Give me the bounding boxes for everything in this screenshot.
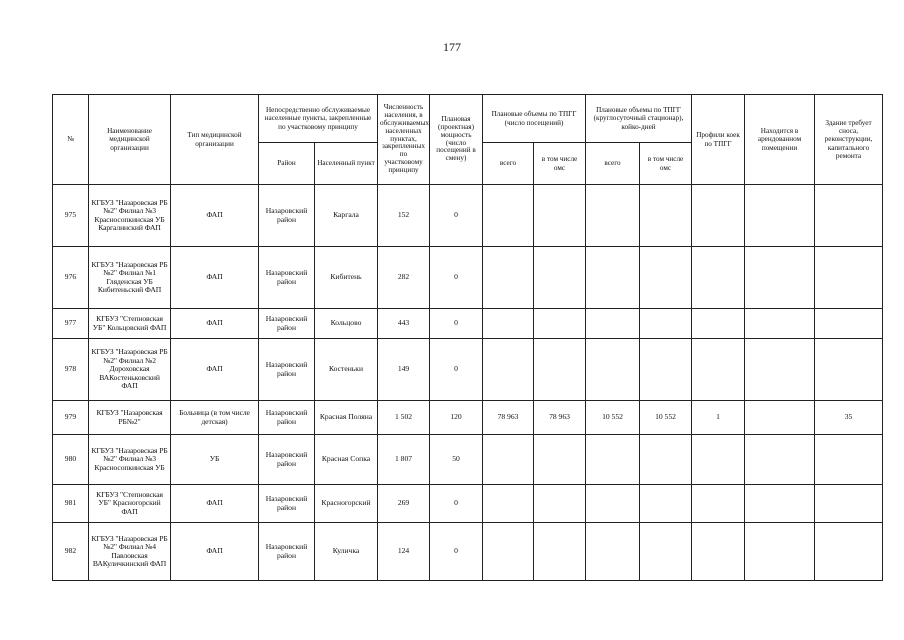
cell-capacity: 0 <box>430 339 483 401</box>
header-beds-oms: в том числе омс <box>640 143 692 185</box>
cell-visits-total <box>483 523 534 581</box>
cell-bed-profiles <box>692 247 745 309</box>
header-no: № <box>53 95 89 185</box>
cell-org-name: КГБУЗ "Назаровская РБ №2" Филиал №2 Дороховская ВАКостеньковский ФАП <box>89 339 171 401</box>
header-population: Численность населения, в обслуживаемых населенных пунктах, закрепленных по участковому принципу <box>378 95 430 185</box>
cell-district: Назаровский район <box>259 435 315 485</box>
cell-row-number: 975 <box>53 185 89 247</box>
cell-org-name: КГБУЗ "Назаровская РБ №2" Филиал №3 Красносопкинская УБ <box>89 435 171 485</box>
cell-beds-oms <box>640 435 692 485</box>
cell-org-name: КГБУЗ "Назаровская РБ №2" Филиал №3 Красносопкинская УБ Каргалинский ФАП <box>89 185 171 247</box>
cell-district: Назаровский район <box>259 185 315 247</box>
cell-rented <box>745 247 815 309</box>
cell-visits-oms <box>534 339 586 401</box>
cell-visits-total <box>483 339 534 401</box>
cell-population: 443 <box>378 309 430 339</box>
cell-rented <box>745 435 815 485</box>
cell-visits-oms <box>534 523 586 581</box>
cell-row-number: 981 <box>53 485 89 523</box>
cell-capacity: 0 <box>430 523 483 581</box>
cell-beds-total <box>586 185 640 247</box>
cell-visits-total <box>483 247 534 309</box>
header-visits-oms: в том числе омс <box>534 143 586 185</box>
cell-org-name: КГБУЗ "Назаровская РБ №2" Филиал №1 Гляденская УБ Кибитеньский ФАП <box>89 247 171 309</box>
cell-repair-needed <box>815 485 883 523</box>
cell-bed-profiles: 1 <box>692 401 745 435</box>
cell-rented <box>745 401 815 435</box>
cell-facility-type: Больница (в том числе детская) <box>171 401 259 435</box>
cell-bed-profiles <box>692 339 745 401</box>
cell-visits-total: 78 963 <box>483 401 534 435</box>
header-tppg-beds: Плановые объемы по ТПГГ (круглосуточный стационар), койко-дней <box>586 95 692 143</box>
cell-beds-oms <box>640 339 692 401</box>
cell-beds-total <box>586 309 640 339</box>
cell-row-number: 978 <box>53 339 89 401</box>
cell-district: Назаровский район <box>259 485 315 523</box>
cell-facility-type: ФАП <box>171 247 259 309</box>
cell-repair-needed <box>815 435 883 485</box>
cell-beds-total <box>586 523 640 581</box>
cell-visits-total <box>483 185 534 247</box>
table-header <box>53 95 883 185</box>
cell-rented <box>745 339 815 401</box>
table-row <box>53 435 883 485</box>
header-profiles: Профили коек по ТПГГ <box>692 95 745 185</box>
cell-facility-type: ФАП <box>171 339 259 401</box>
cell-locality: Красная Сопка <box>315 435 378 485</box>
header-org: Наименование медицинской организации <box>89 95 171 185</box>
cell-bed-profiles <box>692 185 745 247</box>
cell-capacity: 0 <box>430 185 483 247</box>
cell-locality: Костеньки <box>315 339 378 401</box>
table-row <box>53 309 883 339</box>
cell-locality: Красная Поляна <box>315 401 378 435</box>
header-beds-total: всего <box>586 143 640 185</box>
cell-beds-oms <box>640 309 692 339</box>
header-type: Тип медицинской организации <box>171 95 259 185</box>
cell-population: 149 <box>378 339 430 401</box>
cell-beds-oms <box>640 523 692 581</box>
cell-population: 152 <box>378 185 430 247</box>
cell-visits-total <box>483 485 534 523</box>
cell-repair-needed <box>815 247 883 309</box>
cell-locality: Каргала <box>315 185 378 247</box>
header-repair: Здание требует сноса, реконструкции, капитального ремонта <box>815 95 883 185</box>
table-row <box>53 485 883 523</box>
cell-repair-needed: 35 <box>815 401 883 435</box>
cell-beds-total <box>586 339 640 401</box>
table-row <box>53 247 883 309</box>
cell-visits-oms <box>534 309 586 339</box>
cell-visits-oms <box>534 185 586 247</box>
page-number: 177 <box>443 40 461 54</box>
cell-rented <box>745 485 815 523</box>
cell-facility-type: ФАП <box>171 309 259 339</box>
cell-locality: Кольцово <box>315 309 378 339</box>
cell-population: 1 502 <box>378 401 430 435</box>
cell-facility-type: ФАП <box>171 485 259 523</box>
header-capacity: Плановая (проектная) мощность (число посещений в смену) <box>430 95 483 185</box>
cell-district: Назаровский район <box>259 523 315 581</box>
cell-org-name: КГБУЗ "Назаровская РБ №2" Филиал №4 Павловская ВАКуличкинский ФАП <box>89 523 171 581</box>
table-row <box>53 185 883 247</box>
cell-facility-type: ФАП <box>171 185 259 247</box>
cell-facility-type: УБ <box>171 435 259 485</box>
header-visits-total: всего <box>483 143 534 185</box>
cell-beds-oms <box>640 485 692 523</box>
cell-bed-profiles <box>692 523 745 581</box>
cell-rented <box>745 523 815 581</box>
cell-capacity: 50 <box>430 435 483 485</box>
cell-population: 124 <box>378 523 430 581</box>
cell-capacity: 120 <box>430 401 483 435</box>
cell-population: 282 <box>378 247 430 309</box>
cell-repair-needed <box>815 309 883 339</box>
cell-capacity: 0 <box>430 309 483 339</box>
cell-row-number: 976 <box>53 247 89 309</box>
cell-locality: Куличка <box>315 523 378 581</box>
header-tppg-visits: Плановые объемы по ТПГГ (число посещений) <box>483 95 586 143</box>
table-body <box>53 185 883 581</box>
cell-bed-profiles <box>692 485 745 523</box>
cell-visits-oms: 78 963 <box>534 401 586 435</box>
cell-visits-oms <box>534 485 586 523</box>
table-row <box>53 523 883 581</box>
cell-population: 269 <box>378 485 430 523</box>
cell-locality: Кибитень <box>315 247 378 309</box>
cell-visits-total <box>483 435 534 485</box>
cell-repair-needed <box>815 185 883 247</box>
cell-district: Назаровский район <box>259 401 315 435</box>
table-row <box>53 401 883 435</box>
cell-beds-total <box>586 485 640 523</box>
cell-beds-total: 10 552 <box>586 401 640 435</box>
cell-beds-oms <box>640 247 692 309</box>
cell-population: 1 807 <box>378 435 430 485</box>
cell-beds-oms: 10 552 <box>640 401 692 435</box>
table-row <box>53 339 883 401</box>
cell-org-name: КГБУЗ "Степновская УБ" Кольцовский ФАП <box>89 309 171 339</box>
cell-visits-oms <box>534 247 586 309</box>
cell-bed-profiles <box>692 309 745 339</box>
cell-visits-oms <box>534 435 586 485</box>
cell-rented <box>745 185 815 247</box>
cell-repair-needed <box>815 339 883 401</box>
cell-row-number: 982 <box>53 523 89 581</box>
header-district: Район <box>259 143 315 185</box>
facilities-table <box>52 94 883 581</box>
cell-beds-oms <box>640 185 692 247</box>
cell-bed-profiles <box>692 435 745 485</box>
cell-visits-total <box>483 309 534 339</box>
header-served: Непосредственно обслуживаемые населенные пункты, закрепленные по участковому принципу <box>259 95 378 143</box>
cell-repair-needed <box>815 523 883 581</box>
cell-row-number: 979 <box>53 401 89 435</box>
cell-capacity: 0 <box>430 247 483 309</box>
cell-capacity: 0 <box>430 485 483 523</box>
cell-beds-total <box>586 247 640 309</box>
cell-row-number: 980 <box>53 435 89 485</box>
cell-locality: Красногорский <box>315 485 378 523</box>
cell-beds-total <box>586 435 640 485</box>
cell-row-number: 977 <box>53 309 89 339</box>
cell-org-name: КГБУЗ "Степновская УБ" Красногорский ФАП <box>89 485 171 523</box>
header-rented: Находится в арендованном помещении <box>745 95 815 185</box>
cell-org-name: КГБУЗ "Назаровская РБ№2" <box>89 401 171 435</box>
cell-district: Назаровский район <box>259 309 315 339</box>
header-locality: Населенный пункт <box>315 143 378 185</box>
cell-facility-type: ФАП <box>171 523 259 581</box>
cell-district: Назаровский район <box>259 247 315 309</box>
cell-rented <box>745 309 815 339</box>
cell-district: Назаровский район <box>259 339 315 401</box>
